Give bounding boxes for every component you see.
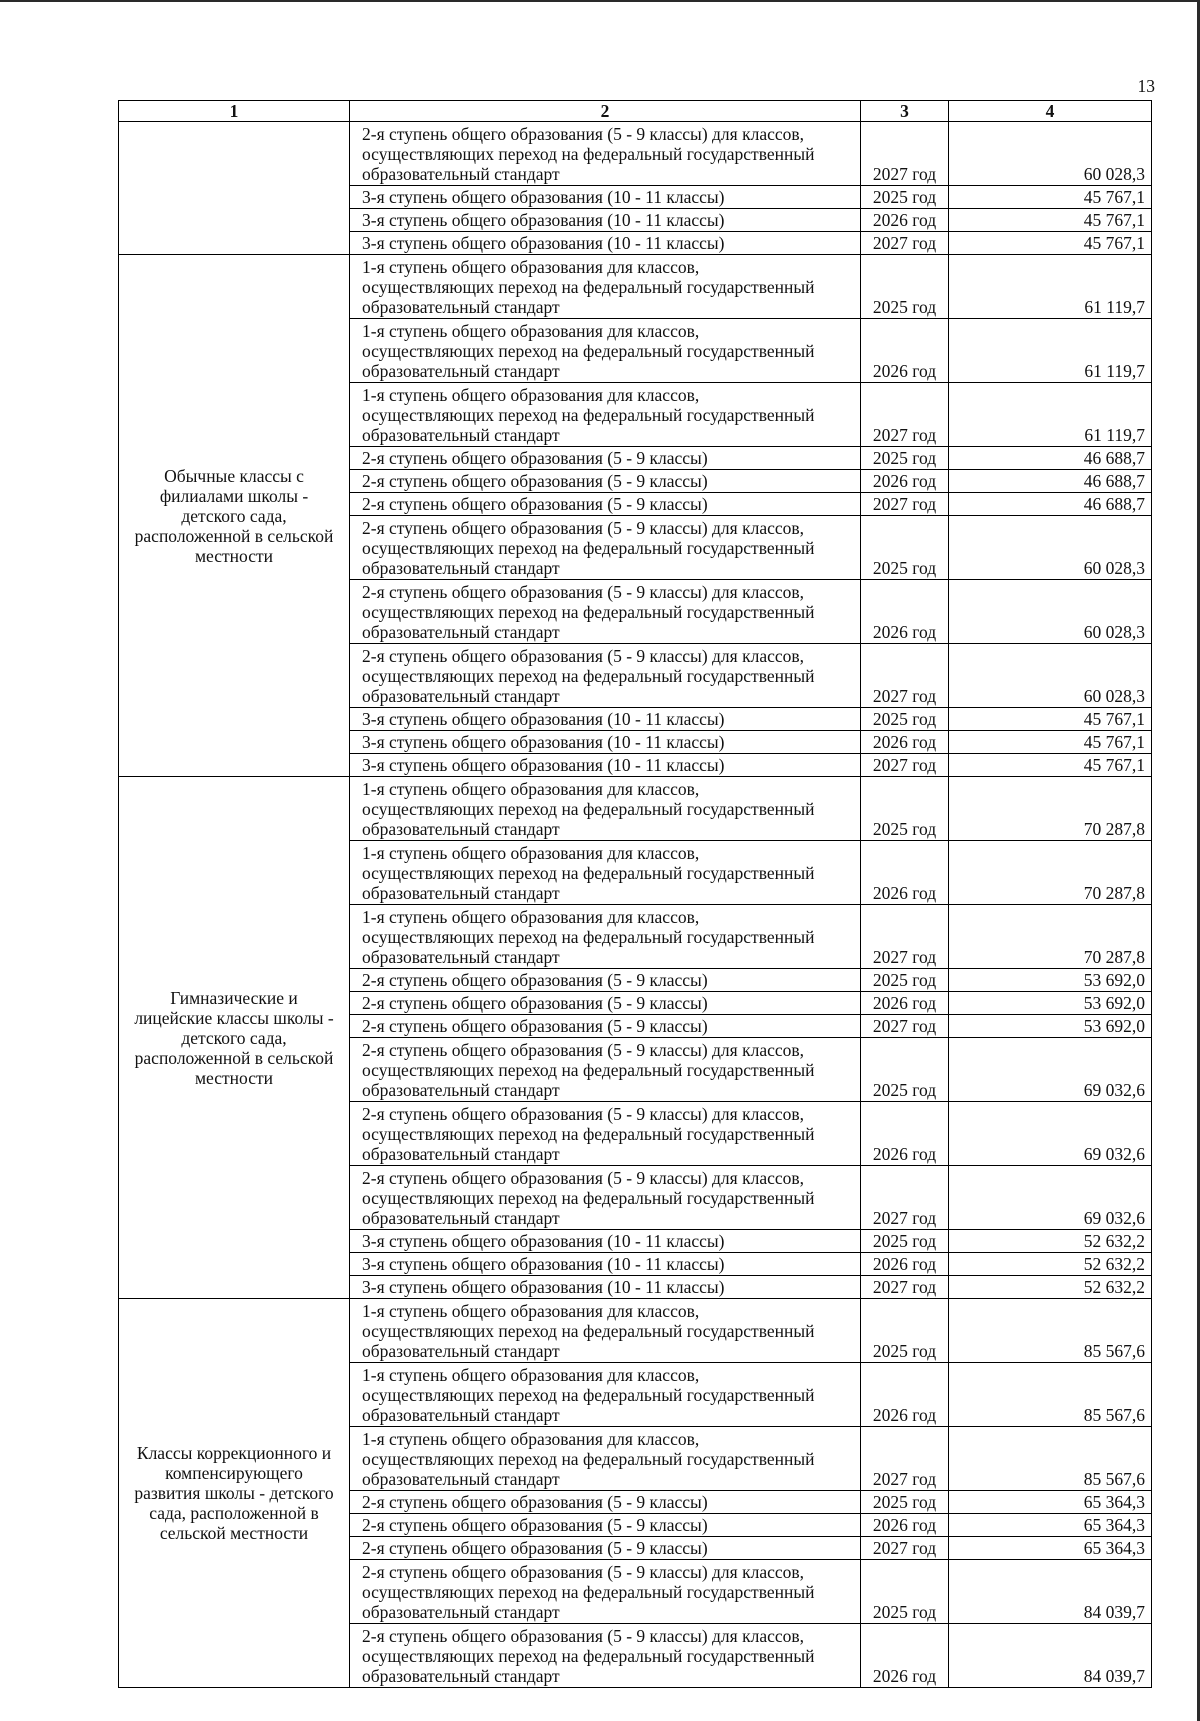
cost-cell: 65 364,3 [949,1491,1152,1514]
year-cell: 2026 год [861,1363,949,1427]
column-header-4: 4 [949,101,1152,122]
cost-cell: 85 567,6 [949,1299,1152,1363]
year-cell: 2026 год [861,470,949,493]
cost-cell: 85 567,6 [949,1427,1152,1491]
year-cell: 2026 год [861,841,949,905]
cost-cell: 45 767,1 [949,708,1152,731]
description-cell: 3-я ступень общего образования (10 - 11 классы) [350,731,861,754]
description-cell: 3-я ступень общего образования (10 - 11 классы) [350,1276,861,1299]
description-cell: 2-я ступень общего образования (5 - 9 классы) [350,493,861,516]
description-cell: 2-я ступень общего образования (5 - 9 классы) [350,470,861,493]
cost-cell: 61 119,7 [949,255,1152,319]
category-cell: Гимназические и лицейские классы школы - детского сада, расположенной в сельской местности [119,777,350,1299]
description-cell: 2-я ступень общего образования (5 - 9 классы) [350,969,861,992]
cost-cell: 60 028,3 [949,580,1152,644]
cost-cell: 69 032,6 [949,1038,1152,1102]
year-cell: 2027 год [861,644,949,708]
description-cell: 1-я ступень общего образования для классов, осуществляющих переход на федеральный государственный образовательный стандарт [350,1363,861,1427]
cost-cell: 45 767,1 [949,731,1152,754]
year-cell: 2025 год [861,1560,949,1624]
description-cell: 2-я ступень общего образования (5 - 9 классы) для классов, осуществляющих переход на федеральный государственный образовательный стандарт [350,1038,861,1102]
table-row [119,255,1152,319]
description-cell: 1-я ступень общего образования для классов, осуществляющих переход на федеральный государственный образовательный стандарт [350,777,861,841]
description-cell: 2-я ступень общего образования (5 - 9 классы) для классов, осуществляющих переход на федеральный государственный образовательный стандарт [350,122,861,186]
cost-cell: 45 767,1 [949,186,1152,209]
year-cell: 2025 год [861,708,949,731]
cost-cell: 52 632,2 [949,1230,1152,1253]
table-row [119,777,1152,841]
year-cell: 2027 год [861,754,949,777]
description-cell: 3-я ступень общего образования (10 - 11 классы) [350,1253,861,1276]
description-cell: 3-я ступень общего образования (10 - 11 классы) [350,1230,861,1253]
year-cell: 2026 год [861,992,949,1015]
year-cell: 2027 год [861,1276,949,1299]
year-cell: 2025 год [861,1038,949,1102]
cost-cell: 70 287,8 [949,905,1152,969]
year-cell: 2026 год [861,580,949,644]
cost-cell: 84 039,7 [949,1560,1152,1624]
year-cell: 2026 год [861,209,949,232]
table-row [119,122,1152,186]
description-cell: 2-я ступень общего образования (5 - 9 классы) для классов, осуществляющих переход на федеральный государственный образовательный стандарт [350,1624,861,1688]
year-cell: 2025 год [861,1230,949,1253]
cost-cell: 45 767,1 [949,232,1152,255]
cost-cell: 61 119,7 [949,319,1152,383]
year-cell: 2027 год [861,905,949,969]
description-cell: 2-я ступень общего образования (5 - 9 классы) [350,1491,861,1514]
table-body [119,122,1152,1688]
cost-cell: 69 032,6 [949,1102,1152,1166]
year-cell: 2027 год [861,1166,949,1230]
year-cell: 2025 год [861,186,949,209]
description-cell: 1-я ступень общего образования для классов, осуществляющих переход на федеральный государственный образовательный стандарт [350,383,861,447]
table-header [119,101,1152,122]
column-header-1: 1 [119,101,350,122]
column-header-3: 3 [861,101,949,122]
description-cell: 2-я ступень общего образования (5 - 9 классы) [350,1514,861,1537]
description-cell: 2-я ступень общего образования (5 - 9 классы) для классов, осуществляющих переход на федеральный государственный образовательный стандарт [350,1560,861,1624]
year-cell: 2027 год [861,493,949,516]
cost-cell: 65 364,3 [949,1514,1152,1537]
year-cell: 2026 год [861,1253,949,1276]
cost-cell: 61 119,7 [949,383,1152,447]
description-cell: 2-я ступень общего образования (5 - 9 классы) [350,447,861,470]
cost-cell: 46 688,7 [949,447,1152,470]
description-cell: 2-я ступень общего образования (5 - 9 классы) [350,1015,861,1038]
category-cell [119,122,350,255]
cost-cell: 70 287,8 [949,841,1152,905]
description-cell: 2-я ступень общего образования (5 - 9 классы) для классов, осуществляющих переход на федеральный государственный образовательный стандарт [350,1166,861,1230]
year-cell: 2025 год [861,969,949,992]
year-cell: 2026 год [861,319,949,383]
cost-cell: 52 632,2 [949,1276,1152,1299]
description-cell: 1-я ступень общего образования для классов, осуществляющих переход на федеральный государственный образовательный стандарт [350,841,861,905]
description-cell: 3-я ступень общего образования (10 - 11 классы) [350,708,861,731]
cost-cell: 69 032,6 [949,1166,1152,1230]
year-cell: 2026 год [861,1624,949,1688]
cost-cell: 53 692,0 [949,969,1152,992]
description-cell: 2-я ступень общего образования (5 - 9 классы) для классов, осуществляющих переход на федеральный государственный образовательный стандарт [350,580,861,644]
year-cell: 2027 год [861,122,949,186]
description-cell: 3-я ступень общего образования (10 - 11 классы) [350,209,861,232]
year-cell: 2025 год [861,516,949,580]
page-number: 13 [1137,76,1155,96]
year-cell: 2026 год [861,1514,949,1537]
description-cell: 1-я ступень общего образования для классов, осуществляющих переход на федеральный государственный образовательный стандарт [350,1427,861,1491]
year-cell: 2027 год [861,383,949,447]
description-cell: 2-я ступень общего образования (5 - 9 классы) для классов, осуществляющих переход на федеральный государственный образовательный стандарт [350,1102,861,1166]
cost-cell: 85 567,6 [949,1363,1152,1427]
cost-cell: 53 692,0 [949,992,1152,1015]
year-cell: 2025 год [861,777,949,841]
year-cell: 2025 год [861,1491,949,1514]
year-cell: 2026 год [861,731,949,754]
cost-cell: 46 688,7 [949,470,1152,493]
header-row [119,101,1152,122]
year-cell: 2027 год [861,1427,949,1491]
year-cell: 2026 год [861,1102,949,1166]
cost-cell: 52 632,2 [949,1253,1152,1276]
table-row [119,1299,1152,1363]
year-cell: 2027 год [861,1015,949,1038]
year-cell: 2027 год [861,232,949,255]
year-cell: 2025 год [861,1299,949,1363]
description-cell: 3-я ступень общего образования (10 - 11 классы) [350,232,861,255]
description-cell: 1-я ступень общего образования для классов, осуществляющих переход на федеральный государственный образовательный стандарт [350,255,861,319]
description-cell: 2-я ступень общего образования (5 - 9 классы) для классов, осуществляющих переход на федеральный государственный образовательный стандарт [350,644,861,708]
cost-cell: 46 688,7 [949,493,1152,516]
description-cell: 1-я ступень общего образования для классов, осуществляющих переход на федеральный государственный образовательный стандарт [350,905,861,969]
description-cell: 3-я ступень общего образования (10 - 11 классы) [350,754,861,777]
category-cell: Обычные классы с филиалами школы - детского сада, расположенной в сельской местности [119,255,350,777]
cost-cell: 53 692,0 [949,1015,1152,1038]
year-cell: 2025 год [861,255,949,319]
year-cell: 2025 год [861,447,949,470]
description-cell: 3-я ступень общего образования (10 - 11 классы) [350,186,861,209]
cost-cell: 84 039,7 [949,1624,1152,1688]
column-header-2: 2 [350,101,861,122]
description-cell: 1-я ступень общего образования для классов, осуществляющих переход на федеральный государственный образовательный стандарт [350,1299,861,1363]
scan-edge-top [0,0,1200,2]
cost-cell: 70 287,8 [949,777,1152,841]
description-cell: 2-я ступень общего образования (5 - 9 классы) [350,1537,861,1560]
cost-cell: 60 028,3 [949,122,1152,186]
cost-cell: 45 767,1 [949,754,1152,777]
year-cell: 2027 год [861,1537,949,1560]
cost-cell: 60 028,3 [949,644,1152,708]
cost-cell: 45 767,1 [949,209,1152,232]
cost-cell: 65 364,3 [949,1537,1152,1560]
description-cell: 1-я ступень общего образования для классов, осуществляющих переход на федеральный государственный образовательный стандарт [350,319,861,383]
description-cell: 2-я ступень общего образования (5 - 9 классы) [350,992,861,1015]
cost-table [118,100,1152,1688]
description-cell: 2-я ступень общего образования (5 - 9 классы) для классов, осуществляющих переход на федеральный государственный образовательный стандарт [350,516,861,580]
category-cell: Классы коррекционного и компенсирующего развития школы - детского сада, расположенной в сельской местности [119,1299,350,1688]
cost-cell: 60 028,3 [949,516,1152,580]
